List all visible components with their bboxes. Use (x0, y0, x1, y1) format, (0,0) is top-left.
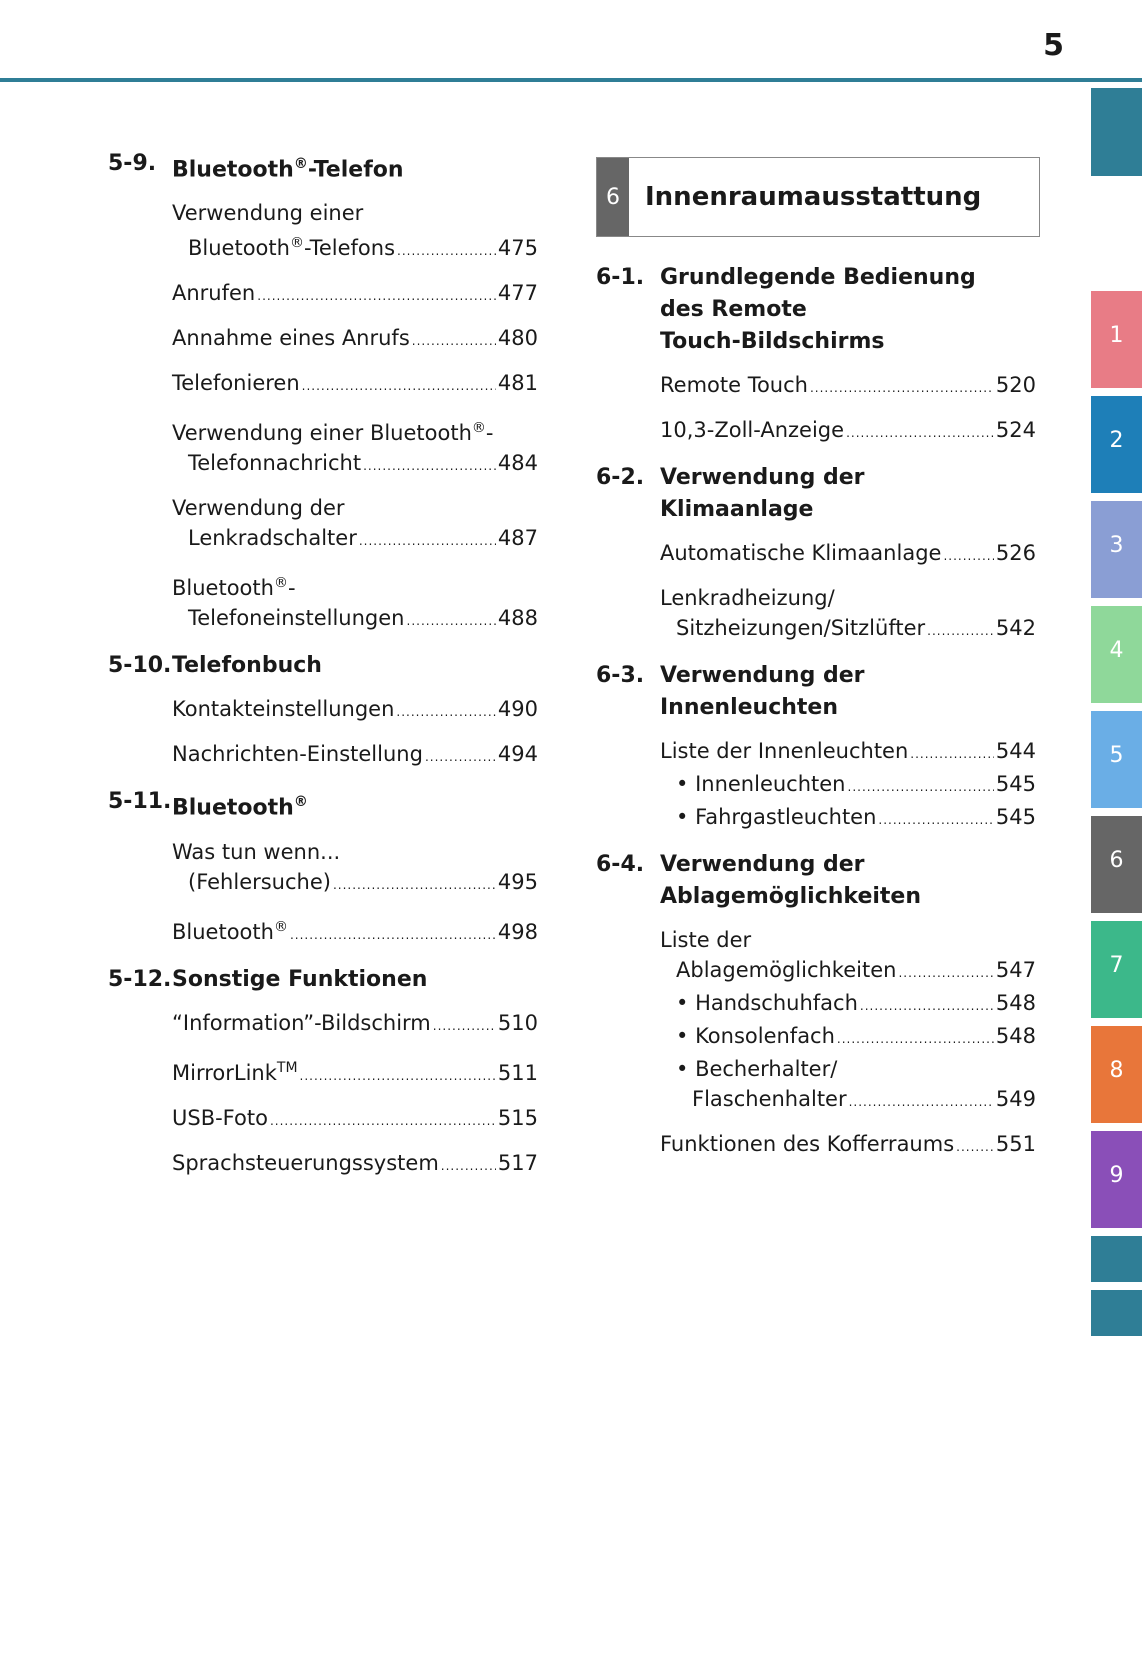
toc-entry[interactable]: • Fahrgastleuchten ..... 545 (660, 802, 1036, 835)
toc-entry[interactable]: Was tun wenn... (Fehlersuche) ..... 495 (172, 837, 538, 900)
toc-entry[interactable]: Anrufen ..... 477 (172, 278, 538, 311)
chapter-tab-9[interactable]: 9 (1091, 1131, 1142, 1228)
toc-entry[interactable]: Nachrichten-Einstellung ..... 494 (172, 739, 538, 772)
toc-entry[interactable]: “Information”-Bildschirm ..... 510 (172, 1008, 538, 1041)
chapter-tab-2[interactable]: 2 (1091, 396, 1142, 493)
toc-entry[interactable]: USB-Foto ..... 515 (172, 1103, 538, 1136)
toc-entry[interactable]: • Innenleuchten ..... 545 (660, 769, 1036, 802)
chapter-number: 6 (597, 158, 629, 236)
chapter-tab-7[interactable]: 7 (1091, 921, 1142, 1018)
toc-entry[interactable]: Verwendung einer Bluetooth®-Telefons ..... 475 (172, 198, 538, 266)
toc-entry[interactable]: Kontakteinstellungen ..... 490 (172, 694, 538, 727)
section-heading: 5-10. Telefonbuch (108, 653, 322, 679)
chapter-tab[interactable] (1091, 1236, 1142, 1282)
chapter-tab[interactable] (1091, 1290, 1142, 1336)
toc-entry[interactable]: • Becherhalter/ Flaschenhalter ..... 549 (660, 1054, 1036, 1117)
toc-entry[interactable]: Liste der Innenleuchten ..... 544 (660, 736, 1036, 769)
toc-entry[interactable]: • Konsolenfach ..... 548 (660, 1021, 1036, 1054)
chapter-tab-1[interactable]: 1 (1091, 291, 1142, 388)
chapter-tab-3[interactable]: 3 (1091, 501, 1142, 598)
chapter-title: Innenraumausstattung (645, 182, 982, 212)
chapter-header (596, 157, 1040, 237)
toc-entry[interactable]: Funktionen des Kofferraums ..... 551 (660, 1129, 1036, 1162)
toc-entry[interactable]: Remote Touch ..... 520 (660, 370, 1036, 403)
section-heading: 6-4. Verwendung der Ablagemöglichkeiten (596, 852, 922, 909)
toc-entry[interactable]: • Handschuhfach ..... 548 (660, 988, 1036, 1021)
toc-right-column (596, 262, 1036, 1176)
toc-entry[interactable]: 10,3-Zoll-Anzeige ..... 524 (660, 415, 1036, 448)
chapter-tab-6[interactable]: 6 (1091, 816, 1142, 913)
toc-entry[interactable]: MirrorLink™ ..... 511 (172, 1053, 538, 1091)
toc-left-column (108, 148, 538, 1195)
section-heading: 5-11. Bluetooth® (108, 789, 308, 821)
toc-entry[interactable]: Verwendung einer Bluetooth®- Telefonnachricht ..... 484 (172, 413, 538, 481)
section-heading: 6-3. Verwendung der Innenleuchten (596, 663, 865, 720)
toc-entry[interactable]: Annahme eines Anrufs ..... 480 (172, 323, 538, 356)
toc-entry[interactable]: Lenkradheizung/ Sitzheizungen/Sitzlüfter ..... 542 (660, 583, 1036, 646)
toc-entry[interactable]: Sprachsteuerungssystem ..... 517 (172, 1148, 538, 1181)
section-heading: 6-1. Grundlegende Bedienung des Remote Touch-Bildschirms (596, 265, 976, 354)
chapter-tab[interactable] (1091, 88, 1142, 176)
chapter-tab-8[interactable]: 8 (1091, 1026, 1142, 1123)
header-rule (0, 78, 1142, 82)
section-heading: 5-9. Bluetooth®-Telefon (108, 151, 404, 183)
page-number: 5 (1043, 28, 1064, 63)
chapter-tab-5[interactable]: 5 (1091, 711, 1142, 808)
toc-entry[interactable]: Bluetooth®- Telefoneinstellungen ..... 488 (172, 568, 538, 636)
chapter-tab-4[interactable]: 4 (1091, 606, 1142, 703)
toc-entry[interactable]: Liste der Ablagemöglichkeiten ..... 547 (660, 925, 1036, 988)
toc-entry[interactable]: Bluetooth® ..... 498 (172, 912, 538, 950)
toc-entry[interactable]: Telefonieren ..... 481 (172, 368, 538, 401)
toc-entry[interactable]: Automatische Klimaanlage ..... 526 (660, 538, 1036, 571)
toc-entry[interactable]: Verwendung der Lenkradschalter ..... 487 (172, 493, 538, 556)
section-heading: 5-12. Sonstige Funktionen (108, 966, 428, 992)
section-heading: 6-2. Verwendung der Klimaanlage (596, 465, 865, 522)
